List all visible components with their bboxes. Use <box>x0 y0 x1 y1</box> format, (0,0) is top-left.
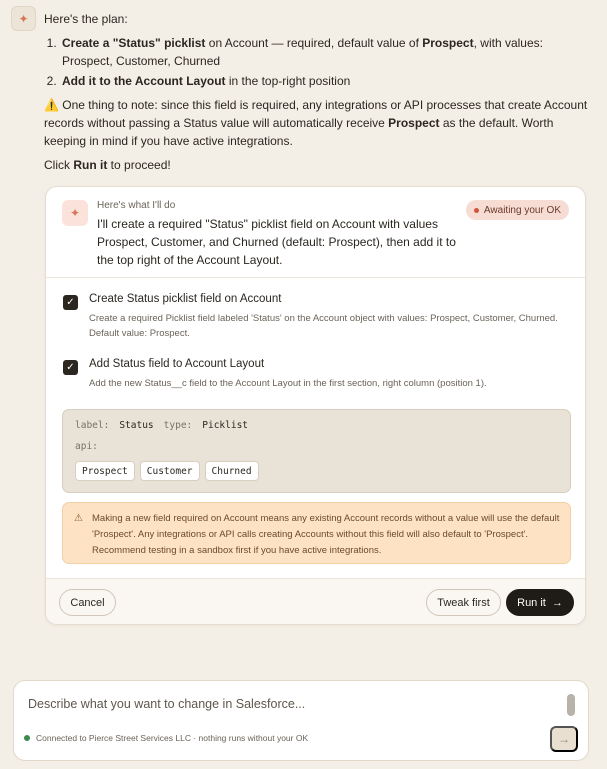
note-paragraph <box>44 96 589 150</box>
label-key: label: <box>75 420 110 431</box>
card-summary: I'll create a required "Status" picklist field on Account with values Prospect, Customer, and Churned (default: Prospect), then add it to the top right of the Account Layout. <box>97 217 456 267</box>
picklist-value-pill: Churned <box>205 461 259 481</box>
plan-item-text: , with values: Prospect, Customer, Churned <box>62 36 543 68</box>
step-checkbox[interactable] <box>63 360 78 375</box>
message-body <box>44 10 589 180</box>
send-arrow-icon: → <box>558 732 570 746</box>
step-checkbox[interactable] <box>63 295 78 310</box>
picklist-value-pill: Prospect <box>75 461 135 481</box>
status-badge-label: Awaiting your OK <box>483 204 561 216</box>
card-footer <box>46 578 585 625</box>
run-it-label: Run it <box>517 596 546 609</box>
note-bold: Prospect <box>388 116 440 130</box>
connected-dot-icon <box>24 735 30 741</box>
card-kicker: Here's what I'll do <box>97 200 176 211</box>
sparkle-icon: ✦ <box>62 200 88 226</box>
plan-item-bold: Create a "Status" picklist <box>62 36 206 50</box>
field-details <box>62 409 571 493</box>
note-text: as the default. Worth keeping in mind if you have active integrations. <box>44 116 554 148</box>
warning-triangle-icon: ⚠ <box>74 513 83 524</box>
cta-text: Click <box>44 158 74 172</box>
plan-intro: Here's the plan: <box>44 12 128 26</box>
step-description: Add the new Status__c field to the Account Layout in the first section, right column (position 1). <box>89 378 487 389</box>
checkmark-icon: ✓ <box>66 362 75 373</box>
plan-item <box>60 72 589 90</box>
field-meta-line <box>75 420 248 431</box>
sparkle-icon: ✦ <box>11 6 36 31</box>
step-title: Create Status picklist field on Account <box>89 293 282 305</box>
cta-text: to proceed! <box>107 158 171 172</box>
checkmark-icon: ✓ <box>66 297 75 308</box>
step-description: Create a required Picklist field labeled 'Status' on the Account object with values: Prospect, Customer, Churned. Default value: Prospect. <box>89 313 558 339</box>
run-it-button[interactable] <box>506 589 574 616</box>
composer <box>13 680 589 761</box>
type-value: Picklist <box>202 420 249 431</box>
scrollbar-thumb[interactable] <box>567 694 575 716</box>
action-plan-card <box>45 186 586 625</box>
api-key: api: <box>75 441 98 452</box>
prompt-input[interactable] <box>28 697 548 711</box>
cancel-button[interactable]: Cancel <box>59 589 116 616</box>
label-value: Status <box>119 420 154 431</box>
plan-item-bold: Add it to the Account Layout <box>62 74 226 88</box>
plan-item-text: on Account — required, default value of <box>205 36 423 50</box>
warning-text: Making a new field required on Account means any existing Account records without a value will use the default 'Prospect'. Any integrations or API calls creating Accounts without this field will also default to 'Prospect'. Recommend testing in a sandbox first if you have active integrations. <box>92 513 560 556</box>
card-header <box>46 187 585 278</box>
plan-list <box>44 34 589 90</box>
cta-paragraph <box>44 156 589 174</box>
tweak-first-button[interactable]: Tweak first <box>426 589 501 616</box>
connection-text: Connected to Pierce Street Services LLC · nothing runs without your OK <box>36 733 309 743</box>
plan-item-text: in the top-right position <box>225 74 351 88</box>
picklist-value-pill: Customer <box>140 461 200 481</box>
scrollbar[interactable] <box>564 691 578 721</box>
plan-item-bold: Prospect <box>422 36 474 50</box>
arrow-right-icon: → <box>551 596 563 609</box>
cta-bold: Run it <box>73 158 108 172</box>
picklist-values <box>75 461 259 481</box>
send-button[interactable] <box>550 726 578 752</box>
type-key: type: <box>163 420 193 431</box>
connection-status <box>24 733 308 743</box>
status-badge <box>466 200 569 220</box>
step-title: Add Status field to Account Layout <box>89 358 265 370</box>
warning-callout <box>62 502 571 564</box>
api-line <box>75 441 98 452</box>
plan-item <box>60 34 589 70</box>
note-text: ⚠️ One thing to note: since this field is required, any integrations or API processes that create Account records without passing a Status value will automatically receive <box>44 98 588 130</box>
status-dot-icon <box>474 208 479 213</box>
